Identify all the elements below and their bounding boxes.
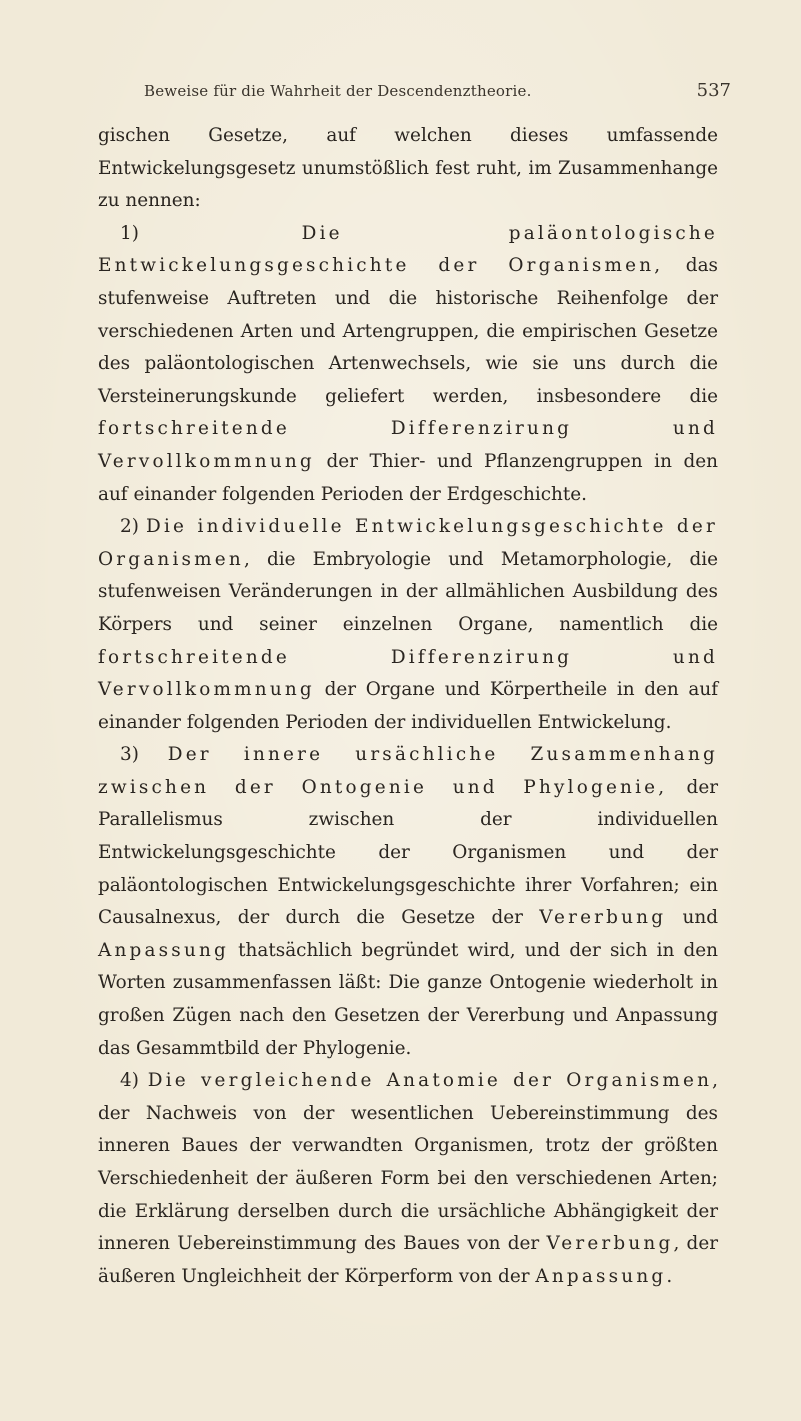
- item-term: Der innere ursächliche Zusammenhang zwischen der Ontogenie und Phylogenie: [98, 744, 718, 798]
- item-text: , das stufenweise Auftreten und die historische Reihenfolge der verschiedenen Arten und Artengruppen, die empirischen Gesetze des paläontologischen Artenwechsels, wie sie uns durch die Versteinerungskunde geliefert werden, insbesondere die: [98, 255, 718, 407]
- item-emphasis: Anpassung: [535, 1265, 667, 1287]
- list-item-1: [98, 218, 718, 511]
- list-item-2: [98, 511, 718, 739]
- intro-paragraph: gischen Gesetze, auf welchen dieses umfassende Entwickelungsgesetz unumstößlich fest ruht, im Zusammenhange zu nennen:: [98, 125, 718, 212]
- item-number: 2): [120, 516, 147, 538]
- item-term: Die individuelle Entwickelungsgeschichte der Organismen: [98, 516, 718, 570]
- running-title: Beweise für die Wahrheit der Descendenztheorie.: [144, 82, 532, 100]
- item-text: thatsächlich begründet wird, und der sich in den Worten zusammenfassen läßt: Die ganze Ontogenie wiederholt in großen Zügen nach den Gesetzen der Vererbung und Anpassung das Gesammtbild der Phylogenie.: [98, 939, 718, 1059]
- list-item-4: [98, 1065, 718, 1293]
- item-emphasis: Vererbung: [546, 1233, 674, 1255]
- item-number: 1): [120, 222, 302, 244]
- item-text: , der Nachweis von der wesentlichen Uebereinstimmung des inneren Baues der verwandten Organismen, trotz der größten Verschiedenheit der äußeren Form bei den verschiedenen Arten; die Erklärung derselben durch die ursächliche Abhängigkeit der inneren Uebereinstimmung des Baues von der: [98, 1070, 718, 1255]
- item-text: der Thier- und Pflanzengruppen in den auf einander folgenden Perioden der Erdgeschichte.: [98, 450, 718, 505]
- item-emphasis: Vererbung: [539, 907, 667, 929]
- item-text: , der Parallelismus zwischen der individuellen Entwickelungsgeschichte der Organismen und der paläontologischen Entwickelungsgeschichte ihrer Vorfahren; ein Causalnexus, der durch die Gesetze der: [98, 776, 719, 929]
- page-header: [96, 80, 731, 110]
- item-emphasis: Anpassung: [98, 939, 229, 961]
- item-number: 3): [120, 744, 168, 766]
- list-item-3: [98, 739, 718, 1065]
- item-number: 4): [120, 1070, 148, 1092]
- item-term: Die paläontologische Entwickelungsgeschichte der Organismen: [98, 222, 718, 277]
- item-text: , die Embryologie und Metamorphologie, die stufenweisen Veränderungen in der allmählichen Ausbildung des Körpers und seiner einzelnen Organe, namentlich die: [98, 548, 718, 635]
- item-term: Die vergleichende Anatomie der Organismen: [147, 1070, 713, 1092]
- item-text: , der äußeren Ungleichheit der Körperform von der: [98, 1233, 718, 1287]
- page-number: 537: [696, 80, 731, 101]
- item-text: der Organe und Körpertheile in den auf einander folgenden Perioden der individuellen Entwickelung.: [98, 679, 718, 733]
- item-text: und: [666, 907, 718, 929]
- item-emphasis: fortschreitende Differenzirung und Vervollkommnung: [98, 646, 718, 701]
- item-text: .: [666, 1265, 673, 1287]
- body-text: [98, 120, 718, 1293]
- item-emphasis: fortschreitende Differenzirung und Vervollkommnung: [98, 418, 718, 472]
